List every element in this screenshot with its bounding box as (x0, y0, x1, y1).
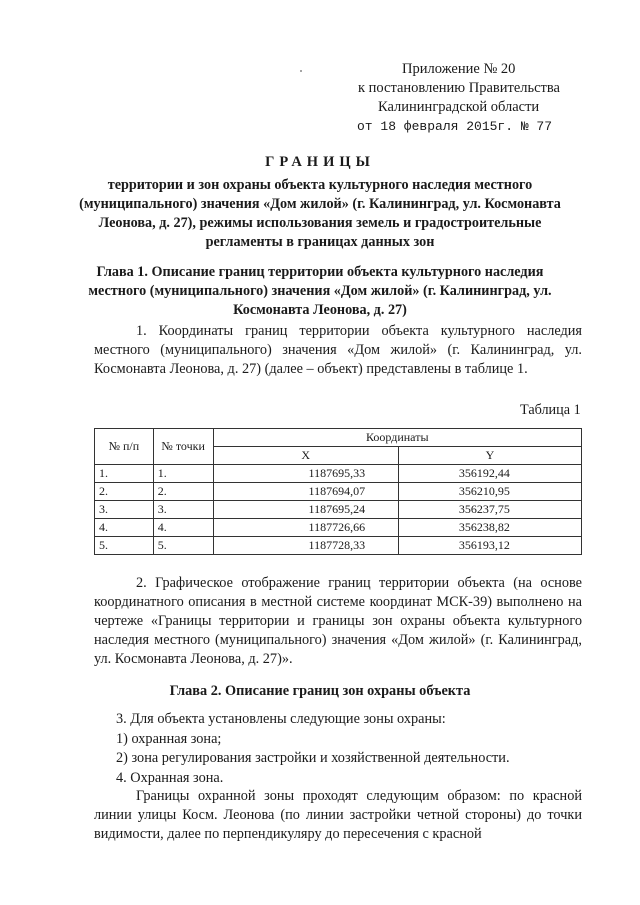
paragraph-3 (94, 787, 582, 844)
appendix-region: Калининградской области (378, 99, 540, 115)
cell-y: 356210,95 (398, 483, 581, 501)
table-row (95, 537, 582, 555)
appendix-header (340, 60, 600, 136)
paragraph-2 (94, 574, 582, 669)
cell-point: 1. (153, 465, 213, 483)
cell-point: 5. (153, 537, 213, 555)
coordinates-table (94, 428, 582, 555)
list-item: 2) зона регулирования застройки и хозяйственной деятельности. (116, 750, 510, 766)
chapter1-heading: Глава 1. Описание границ территории объекта культурного наследия местного (муниципального) значения «Дом жилой» (г. Калининград, ул. Космонавта Леонова, д. 27) (88, 264, 552, 318)
cell-x: 1187695,24 (213, 501, 398, 519)
appendix-date: от 18 февраля 2015г. № 77 (357, 119, 553, 134)
cell-x: 1187728,33 (213, 537, 398, 555)
cell-num: 1. (95, 465, 154, 483)
header-num: № п/п (95, 429, 154, 465)
scan-speck (300, 70, 302, 72)
chapter2-heading: Глава 2. Описание границ зон охраны объекта (169, 683, 471, 699)
cell-num: 2. (95, 483, 154, 501)
cell-point: 4. (153, 519, 213, 537)
header-y: Y (398, 447, 581, 465)
cell-x: 1187695,33 (213, 465, 398, 483)
list-item: 4. Охранная зона. (116, 769, 224, 786)
table-row (95, 519, 582, 537)
table-caption: Таблица 1 (520, 402, 581, 418)
list-item: 3. Для объекта установлены следующие зоны охраны: (116, 711, 446, 727)
table-row (95, 465, 582, 483)
paragraph-1 (94, 322, 582, 379)
protection-zones-list (116, 710, 582, 788)
table-row (95, 483, 582, 501)
header-point: № точки (153, 429, 213, 465)
document-title: ГРАНИЦЫ (265, 154, 375, 170)
paragraph-3-text: Границы охранной зоны проходят следующим образом: по красной линии улицы Косм. Леонова (по линии застройки четной стороны) до точки видимости, далее по перпендикуляру до пересечения с красной (94, 788, 582, 842)
table-row (95, 501, 582, 519)
cell-point: 3. (153, 501, 213, 519)
appendix-resolution: к постановлению Правительства (358, 80, 560, 96)
paragraph-2-text: 2. Графическое отображение границ территории объекта (на основе координатного описания в местной системе координат МСК-39) выполнено на чертеже «Границы территории и границы зон охраны объекта культурного наследия местного (муниципального) значения «Дом жилой» (г. Калининград, ул. Космонавта Леонова, д. 27)». (94, 575, 582, 667)
appendix-number: Приложение № 20 (402, 61, 516, 77)
document-subtitle: территории и зон охраны объекта культурного наследия местного (муниципального) значения «Дом жилой» (г. Калининград, ул. Космонавта Леонова, д. 27), режимы использования земель и градостроительные регламенты в границах данных зон (79, 177, 561, 250)
cell-x: 1187726,66 (213, 519, 398, 537)
cell-y: 356192,44 (398, 465, 581, 483)
cell-num: 4. (95, 519, 154, 537)
cell-num: 3. (95, 501, 154, 519)
cell-y: 356237,75 (398, 501, 581, 519)
table-header-row (95, 429, 582, 447)
cell-num: 5. (95, 537, 154, 555)
header-coords: Координаты (213, 429, 581, 447)
cell-point: 2. (153, 483, 213, 501)
cell-y: 356193,12 (398, 537, 581, 555)
cell-x: 1187694,07 (213, 483, 398, 501)
list-item: 1) охранная зона; (116, 730, 222, 747)
cell-y: 356238,82 (398, 519, 581, 537)
header-x: X (213, 447, 398, 465)
paragraph-1-text: 1. Координаты границ территории объекта культурного наследия местного (муниципального) значения «Дом жилой» (г. Калининград, ул. Космонавта Леонова, д. 27) (далее – объект) представлены в таблице 1. (94, 323, 582, 377)
